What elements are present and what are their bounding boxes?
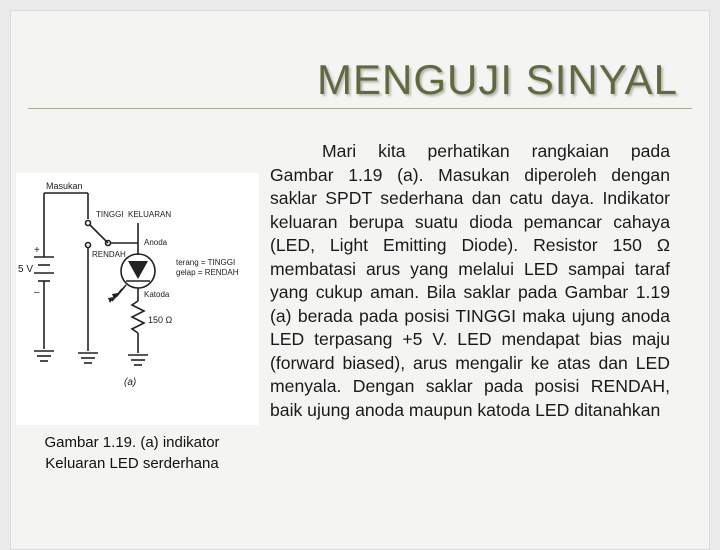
switch-contact — [86, 243, 91, 248]
label-voltage: 5 V — [18, 264, 34, 275]
label-gelap: gelap = RENDAH — [176, 268, 239, 277]
label-resistor: 150 Ω — [148, 315, 173, 325]
switch-lever — [90, 225, 108, 243]
slide-title: MENGUJI SINYAL — [317, 56, 678, 103]
label-plus: + — [34, 245, 40, 256]
label-terang: terang = TINGGI — [176, 258, 236, 267]
label-katoda: Katoda — [144, 290, 170, 299]
body-paragraph: Mari kita perhatikan rangkaian pada Gambar 1.19 (a). Masukan diperoleh dengan saklar SPDT sederhana dan catu daya. Indikator keluaran berupa suatu dioda pemancar cahaya (LED, Light Emitting Diode). Resistor 150 Ω membatasi arus yang melalui LED sampai taraf yang cukup aman. Bila saklar pada Gambar 1.19 (a) berada pada posisi TINGGI maka ujung anoda LED terpasang +5 V. LED mendapat bias maju (forward biased), arus mengalir ke atas dan LED menyala. Dengan saklar pada posisi RENDAH, baik ujung anoda maupun katoda LED ditanahkan — [270, 141, 670, 420]
label-subfigure: (a) — [124, 377, 137, 388]
figure-caption: Gambar 1.19. (a) indikator Keluaran LED serderhana — [44, 434, 220, 472]
label-anoda: Anoda — [144, 238, 168, 247]
label-tinggi: TINGGI — [96, 210, 124, 219]
circuit-diagram — [16, 173, 259, 425]
label-minus: – — [34, 287, 40, 298]
label-keluaran: KELUARAN — [128, 210, 172, 219]
led-triangle — [128, 261, 148, 279]
label-rendah: RENDAH — [92, 250, 126, 259]
label-masukan: Masukan — [46, 181, 83, 191]
circuit-figure — [16, 173, 259, 425]
switch-contact — [86, 221, 91, 226]
resistor — [132, 301, 144, 333]
title-divider — [28, 108, 692, 109]
